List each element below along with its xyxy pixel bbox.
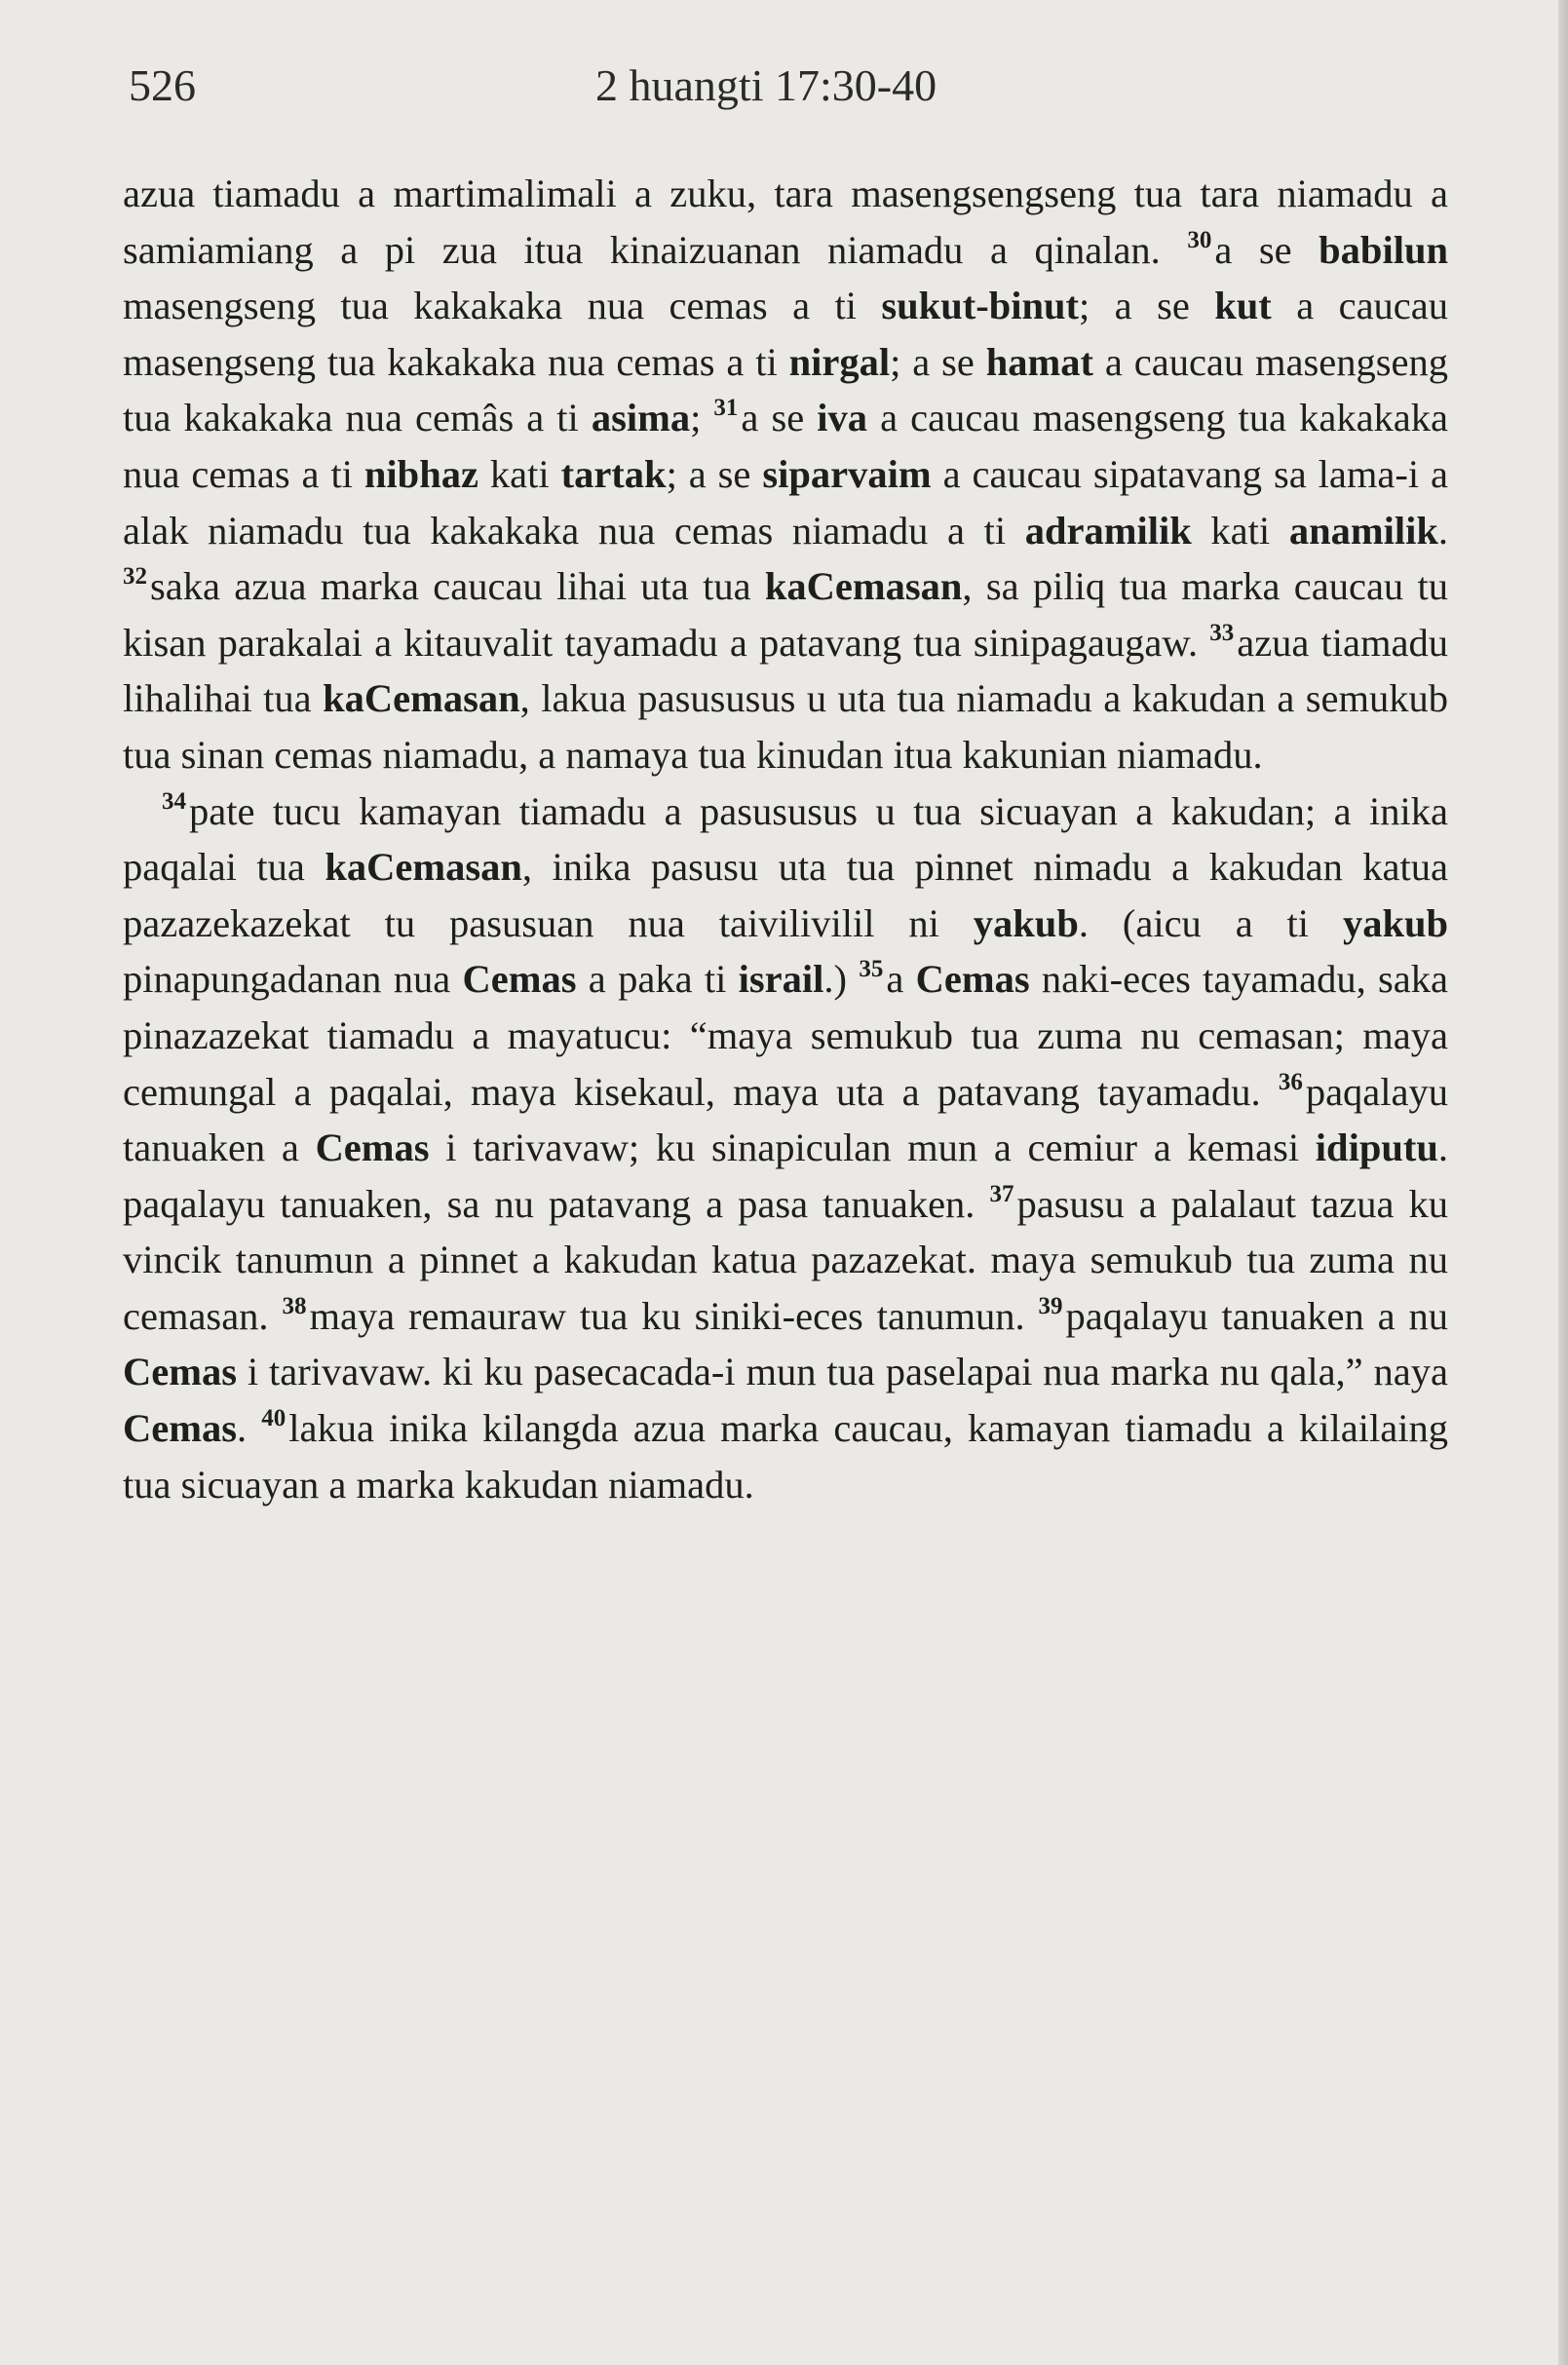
verse-number: 37 (989, 1180, 1014, 1207)
bold-name: nirgal (788, 339, 891, 384)
bold-name: israil (738, 957, 824, 1002)
bold-name: hamat (985, 339, 1094, 384)
bold-name: asima (591, 396, 691, 440)
bold-name: kaCemasan (323, 676, 520, 721)
text-run: pinapungadanan nua (123, 957, 463, 1002)
text-run: azua tiamadu lihalihai tua (123, 620, 1448, 721)
text-run: a paka ti (576, 957, 739, 1002)
verse-number: 36 (1278, 1068, 1303, 1095)
bold-name: Cemas (123, 1406, 237, 1451)
bold-name: anamilik (1288, 508, 1438, 553)
text-run: kati (1191, 508, 1289, 553)
text-run: . paqalayu tanuaken, sa nu patavang a pasa tanuaken. (123, 1125, 1449, 1226)
text-run: pasusu a palalaut tazua ku vincik tanumun a pinnet a kakudan katua pazazekat. maya semukub tua zuma nu cemasan. (123, 1181, 1448, 1338)
verse-number: 30 (1187, 226, 1212, 253)
text-run: .) (823, 957, 860, 1002)
text-run: a se (741, 396, 818, 440)
bold-name: siparvaim (762, 451, 932, 496)
text-run: a caucau masengseng tua kakakaka nua cemas a ti (123, 396, 1448, 496)
page-header (123, 57, 1448, 115)
verse-number: 33 (1209, 619, 1235, 646)
text-run: paqalayu tanuaken a (123, 1069, 1448, 1170)
bold-name: kut (1214, 284, 1272, 328)
bold-name: kaCemasan (325, 845, 522, 890)
verse-number: 34 (162, 787, 186, 815)
bold-name: babilun (1319, 227, 1449, 272)
bold-name: yakub (973, 900, 1079, 945)
text-run: , lakua pasususus u uta tua niamadu a kakudan a semukub tua sinan cemas niamadu, a namaya tua kinudan itua kakunian niamadu. (123, 676, 1448, 777)
text-run: paqalayu tanuaken a nu (1065, 1293, 1448, 1338)
bold-name: idiputu (1315, 1125, 1438, 1170)
page-number: 526 (129, 60, 196, 110)
text-run: pate tucu kamayan tiamadu a pasususus u tua sicuayan a kakudan; a inika paqalai tua (123, 788, 1448, 890)
text-run: a caucau masengseng tua kakakaka nua cemâs a ti (123, 339, 1448, 440)
text-run: a caucau sipatavang sa lama-i a alak niamadu tua kakakaka nua cemas niamadu a ti (123, 451, 1448, 553)
paragraph (123, 783, 1448, 1513)
running-head: 2 huangti 17:30-40 (595, 60, 937, 110)
verse-number: 32 (123, 563, 147, 591)
bold-name: Cemas (462, 957, 577, 1002)
verse-number: 39 (1038, 1292, 1063, 1319)
verse-number: 31 (713, 395, 739, 422)
text-run: . (1437, 508, 1448, 553)
verse-number: 35 (859, 956, 884, 983)
bold-name: nibhaz (363, 451, 478, 496)
text-run: . (236, 1406, 262, 1451)
text-run: azua tiamadu a martimalimali a zuku, tara masengsengseng tua tara niamadu a samiamiang a pi zua itua kinaizuanan niamadu a qinalan. (123, 172, 1448, 272)
text-run: ; (690, 396, 714, 440)
text-run: . (aicu a ti (1078, 900, 1343, 945)
text-run: ; a se (1079, 284, 1215, 328)
page-edge (1558, 0, 1568, 2365)
text-run: naki-eces tayamadu, saka pinazazekat tiamadu a mayatucu: “maya semukub tua zuma nu cemasan; maya cemungal a paqalai, maya kisekaul, maya uta a patavang tayamadu. (123, 957, 1448, 1114)
bold-name: sukut-binut (881, 284, 1080, 328)
verse-number: 38 (282, 1292, 307, 1319)
verse-number: 40 (261, 1405, 287, 1432)
bold-name: yakub (1342, 900, 1449, 945)
text-run: a caucau masengseng tua kakakaka nua cemas a ti (123, 284, 1448, 384)
text-run: ; a se (666, 451, 763, 496)
text-run: a se (1214, 227, 1319, 272)
text-run: , inika pasusu uta tua pinnet nimadu a kakudan katua pazazekazekat tu pasusuan nua taivilivilil ni (123, 845, 1448, 945)
text-run: , sa piliq tua marka caucau tu kisan parakalai a kitauvalit tayamadu a patavang tua sinipagaugaw. (123, 564, 1448, 665)
bold-name: Cemas (915, 957, 1030, 1002)
body-text (123, 166, 1448, 1512)
text-run: i tarivavaw; ku sinapiculan mun a cemiur a kemasi (429, 1125, 1316, 1170)
text-run: kati (478, 451, 561, 496)
text-run: i tarivavaw. ki ku pasecacada-i mun tua paselapai nua marka nu qala,” naya (236, 1350, 1448, 1394)
bold-name: tartak (560, 451, 667, 496)
paragraph (123, 166, 1448, 783)
text-run: a (886, 957, 916, 1002)
text-run: ; a se (890, 339, 986, 384)
text-run: maya remauraw tua ku siniki-eces tanumun. (309, 1293, 1039, 1338)
bold-name: Cemas (315, 1125, 430, 1170)
bold-name: kaCemasan (764, 564, 963, 609)
bold-name: adramilik (1024, 508, 1192, 553)
text-run: masengseng tua kakakaka nua cemas a ti (123, 284, 882, 328)
bold-name: iva (817, 396, 868, 440)
bold-name: Cemas (123, 1350, 237, 1394)
text-run: saka azua marka caucau lihai uta tua (150, 564, 765, 609)
text-run: lakua inika kilangda azua marka caucau, kamayan tiamadu a kilailaing tua sicuayan a marka kakudan niamadu. (123, 1406, 1449, 1507)
